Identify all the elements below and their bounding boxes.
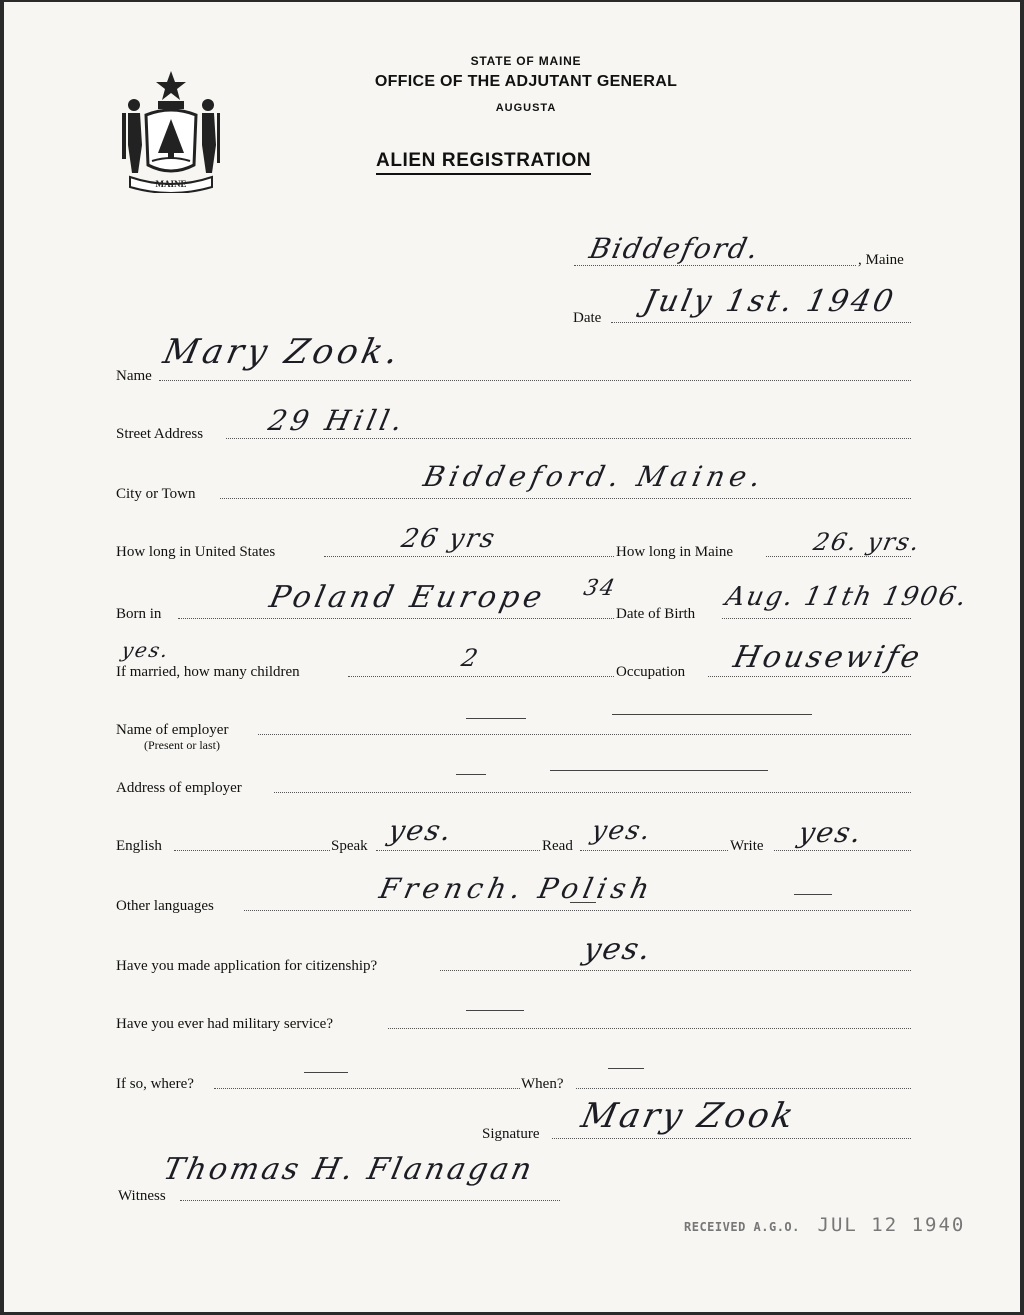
read-line: [580, 850, 728, 851]
employer-address-label: Address of employer: [116, 780, 242, 796]
speak-label: Speak: [331, 838, 368, 854]
maine-value: 26. yrs.: [811, 528, 924, 556]
occupation-label: Occupation: [616, 664, 686, 680]
maine-label: How long in Maine: [616, 544, 734, 560]
town-line: [574, 265, 856, 266]
city-label: City or Town: [116, 486, 196, 502]
married-note: yes.: [119, 638, 173, 662]
signature-value: Mary Zook: [577, 1096, 800, 1136]
occupation-line: [708, 676, 911, 677]
citizenship-value: yes.: [580, 932, 656, 967]
street-value: 29 Hill.: [265, 404, 410, 437]
other-languages-label: Other languages: [116, 898, 214, 914]
witness-value: Thomas H. Flanagan: [160, 1152, 538, 1187]
city-line: [220, 498, 911, 499]
dob-line: [722, 618, 911, 619]
when-dash: [608, 1068, 644, 1069]
where-line: [214, 1088, 520, 1089]
born-value: Poland Europe: [266, 580, 549, 615]
children-line: [348, 676, 614, 677]
city-heading: AUGUSTA: [495, 102, 557, 114]
street-line: [226, 438, 911, 439]
employer-line: [258, 734, 911, 735]
received-stamp: [684, 1214, 965, 1236]
town-suffix: , Maine: [858, 252, 904, 268]
employer-sublabel: (Present or last): [144, 738, 220, 752]
employer-address-line: [274, 792, 911, 793]
military-dash: [466, 1010, 524, 1011]
other-languages-dash-1: [570, 902, 596, 903]
write-label: Write: [730, 838, 764, 854]
where-label: If so, where?: [116, 1076, 194, 1092]
read-label: Read: [542, 838, 573, 854]
when-label: When?: [521, 1076, 564, 1092]
us-line: [324, 556, 614, 557]
date-label: Date: [573, 310, 602, 326]
occupation-value: Housewife: [730, 640, 926, 675]
employer-dash-2: [612, 714, 812, 715]
citizenship-line: [440, 970, 911, 971]
employer-dash-1: [466, 718, 526, 719]
age-note: 34: [581, 576, 619, 601]
other-languages-dash-2: [794, 894, 832, 895]
write-line: [774, 850, 911, 851]
form-title: ALIEN REGISTRATION: [376, 150, 591, 175]
when-line: [576, 1088, 911, 1089]
military-line: [388, 1028, 911, 1029]
name-value: Mary Zook.: [159, 332, 406, 372]
dob-label: Date of Birth: [616, 606, 696, 622]
speak-value: yes.: [385, 814, 457, 847]
other-languages-line: [244, 910, 911, 911]
born-line: [178, 618, 614, 619]
witness-label: Witness: [118, 1188, 166, 1204]
name-line: [159, 380, 911, 381]
military-label: Have you ever had military service?: [116, 1016, 333, 1032]
children-label: If married, how many children: [116, 664, 300, 680]
us-label: How long in United States: [116, 544, 276, 560]
dob-value: Aug. 11th 1906.: [722, 582, 971, 612]
office-heading: OFFICE OF THE ADJUTANT GENERAL: [374, 73, 678, 90]
date-line: [611, 322, 911, 323]
maine-line: [766, 556, 911, 557]
document-page: [4, 2, 1020, 1312]
read-value: yes.: [588, 816, 655, 846]
street-label: Street Address: [116, 426, 204, 442]
witness-line: [180, 1200, 560, 1201]
where-dash: [304, 1072, 348, 1073]
received-stamp-date: JUL 12 1940: [817, 1214, 966, 1236]
date-value: July 1st. 1940: [640, 284, 900, 319]
svg-text:MAINE: MAINE: [155, 179, 187, 189]
us-value: 26 yrs: [398, 524, 500, 554]
received-stamp-label: RECEIVED A.G.O.: [684, 1220, 800, 1234]
town-value: Biddeford.: [586, 232, 763, 265]
signature-line: [552, 1138, 911, 1139]
english-label: English: [116, 838, 162, 854]
employer-address-dash-1: [456, 774, 486, 775]
state-heading: STATE OF MAINE: [470, 54, 582, 68]
name-label: Name: [116, 368, 152, 384]
other-languages-value: French. Polish: [376, 872, 658, 905]
employer-address-dash-2: [550, 770, 768, 771]
english-line: [174, 850, 330, 851]
born-label: Born in: [116, 606, 162, 622]
speak-line: [376, 850, 540, 851]
city-value: Biddeford. Maine.: [420, 460, 769, 493]
employer-label: Name of employer: [116, 722, 229, 738]
citizenship-label: Have you made application for citizenship?: [116, 958, 378, 974]
children-value: 2: [459, 644, 483, 672]
write-value: yes.: [795, 816, 867, 849]
signature-label: Signature: [482, 1126, 540, 1142]
